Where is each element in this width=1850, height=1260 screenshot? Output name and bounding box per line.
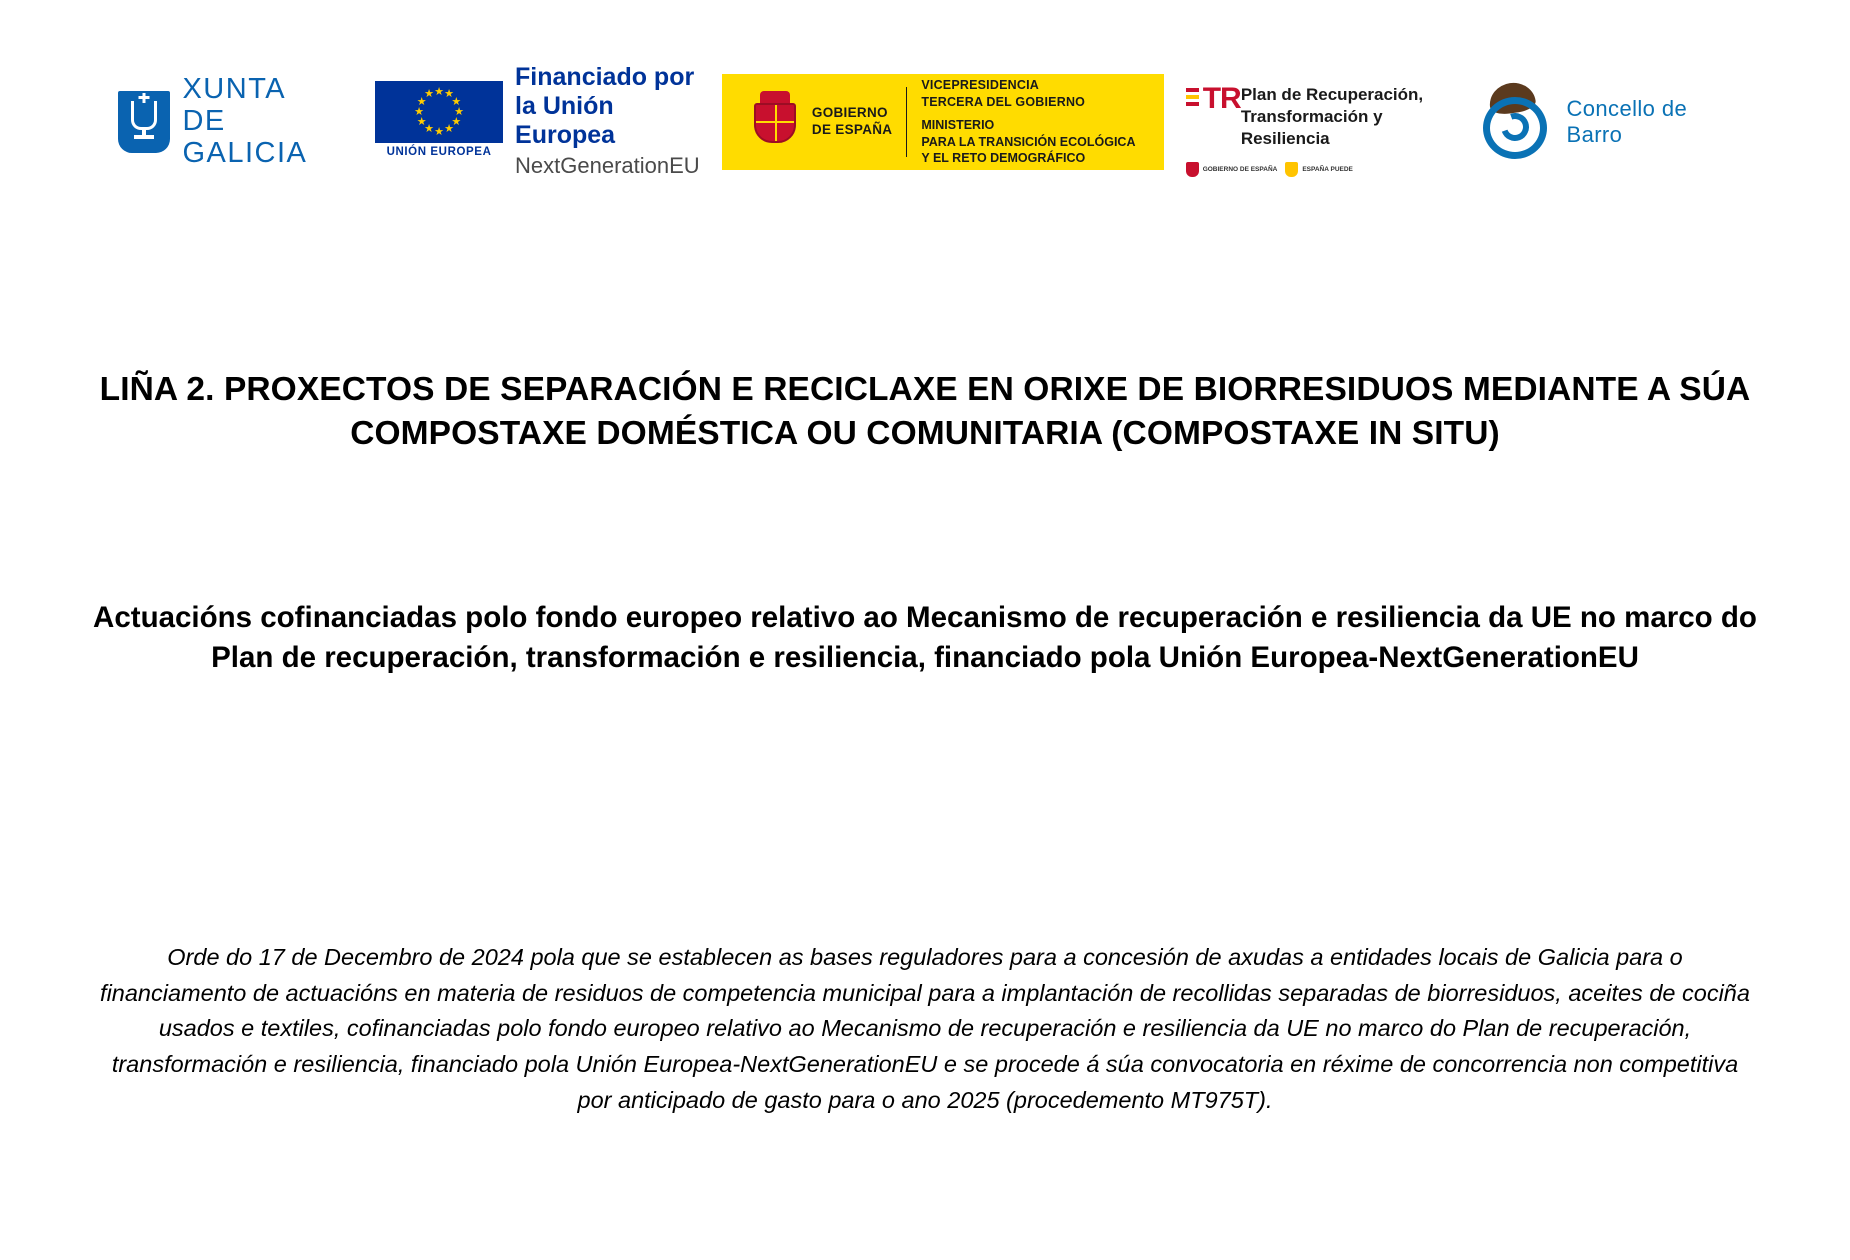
ministry-name-line-2: Y EL RETO DEMOGRÁFICO <box>921 151 1086 166</box>
plan-mini-gobierno <box>1186 162 1278 177</box>
eu-star-icon: ★ <box>424 88 434 101</box>
gobierno-line-2: DE ESPAÑA <box>811 122 893 137</box>
eu-star-icon: ★ <box>434 125 444 138</box>
eu-star-icon: ★ <box>451 115 462 128</box>
logo-concello-de-barro <box>1483 79 1738 165</box>
eu-flag-caption: UNIÓN EUROPEA <box>386 146 492 158</box>
concello-barro-emblem-icon <box>1483 83 1556 161</box>
eu-star-icon: ★ <box>414 105 424 118</box>
eu-star-icon: ★ <box>454 105 464 118</box>
ministry-vicepresidencia-line-2: TERCERA DEL GOBIERNO <box>921 94 1086 109</box>
logo-xunta-de-galicia <box>118 73 349 169</box>
logo-header-strip <box>118 63 1738 179</box>
gobierno-line-1: GOBIERNO <box>811 105 888 121</box>
plan-line-1: Plan de Recuperación, <box>1240 85 1424 104</box>
logo-plan-recuperacion <box>1186 74 1462 174</box>
plan-line-2: Transformación y Resiliencia <box>1240 107 1383 149</box>
plan-mini-espana-puede <box>1285 162 1353 177</box>
regulation-order-text: Orde do 17 de Decembro de 2024 pola que se establecen as bases reguladores para a concesión de axudas a entidades locais de Galicia para o financiamento de actuacións en materia de residuos de competencia municipal para a implantación de recollidas separadas de biorresiduos, aceites de cociña usados e textiles, cofinanciadas polo fondo europeo relativo ao Mecanismo de recuperación e resiliencia da UE no marco do Plan de recuperación, transformación e resiliencia, financiado pola Unión Europea-NextGenerationEU e se procede á súa convocatoria en réxime de concorrencia non competitiva por anticipado de gasto para o ano 2025 (procedemento MT975T). <box>100 944 1750 1113</box>
eu-star-icon: ★ <box>444 122 454 135</box>
eu-funding-line-2: la Unión Europea <box>515 91 616 149</box>
xunta-wordmark <box>182 74 349 170</box>
spain-coat-of-arms-icon <box>748 91 802 153</box>
ministry-name-line-1: PARA LA TRANSICIÓN ECOLÓGICA <box>921 134 1136 149</box>
mini-flag-icon <box>1285 162 1298 177</box>
plan-mini-label-1: GOBIERNO DE ESPAÑA <box>1202 166 1278 174</box>
eu-star-icon: ★ <box>416 95 427 108</box>
eu-star-icon: ★ <box>444 88 454 101</box>
eu-star-icon: ★ <box>416 115 427 128</box>
funding-statement: Actuacións cofinanciadas polo fondo europeo relativo ao Mecanismo de recuperación e resiliencia da UE no marco do Plan de recuperación, transformación e resiliencia, financiado pola Unión Europea-NextGenerationEU <box>93 601 1757 675</box>
ministry-vicepresidencia-line-1: VICEPRESIDENCIA <box>921 78 1039 93</box>
eu-funding-line-1: Financiado por <box>515 63 695 92</box>
galicia-coat-of-arms-icon <box>118 91 170 153</box>
plan-mini-label-2: ESPAÑA PUEDE <box>1302 166 1353 174</box>
eu-star-icon: ★ <box>424 122 434 135</box>
xunta-line-2: DE GALICIA <box>182 105 308 169</box>
concello-barro-label: Concello de Barro <box>1566 96 1688 147</box>
logo-gobierno-de-espana <box>722 74 1164 170</box>
mini-spain-shield-icon <box>1186 162 1199 177</box>
logo-financiado-union-europea <box>375 63 700 179</box>
logo-divider <box>906 87 907 157</box>
plan-tr-icon: TR <box>1186 84 1229 124</box>
eu-flag-icon <box>375 81 503 143</box>
eu-funding-line-3: NextGenerationEU <box>515 153 700 179</box>
eu-star-icon: ★ <box>451 95 462 108</box>
eu-star-icon: ★ <box>434 85 444 98</box>
page-title: LIÑA 2. PROXECTOS DE SEPARACIÓN E RECICLAXE EN ORIXE DE BIORRESIDUOS MEDIANTE A SÚA COMPOSTAXE DOMÉSTICA OU COMUNITARIA (COMPOSTAXE IN SITU) <box>99 371 1751 453</box>
xunta-line-1: XUNTA <box>182 73 287 106</box>
ministry-label: MINISTERIO <box>921 118 995 133</box>
